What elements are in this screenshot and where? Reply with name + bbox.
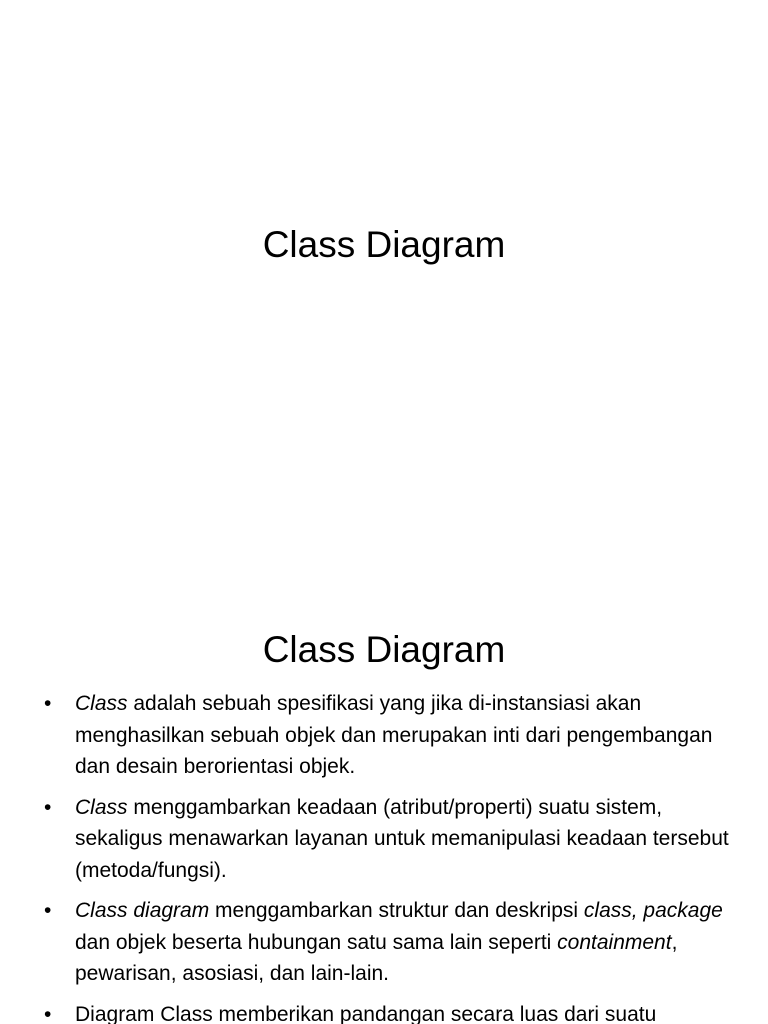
bullet-term: class, package bbox=[583, 899, 723, 922]
bullet-list bbox=[44, 688, 744, 1024]
slide-2 bbox=[0, 576, 768, 1024]
bullet-text: dan objek beserta hubungan satu sama lain seperti bbox=[75, 930, 558, 954]
bullet-text: , pewarisan, asosiasi, dan lain-lain. bbox=[75, 930, 678, 985]
bullet-item bbox=[44, 688, 744, 783]
bullet-dot: • bbox=[44, 795, 52, 819]
bullet-text: menggambarkan struktur dan deskripsi bbox=[209, 899, 584, 922]
bullet-dot: • bbox=[44, 692, 52, 715]
bullet-text: adalah sebuah spesifikasi yang jika di-instansiasi akan menghasilkan sebuah objek dan merupakan inti dari pengembangan dan desain berorientasi objek. bbox=[75, 692, 713, 778]
bullet-text: Diagram Class memberikan pandangan secara luas dari suatu bbox=[75, 1002, 657, 1024]
bullet-dot: • bbox=[44, 899, 52, 922]
bullet-term: Class diagram bbox=[75, 899, 210, 922]
bullet-text: menggambarkan keadaan (atribut/properti) suatu sistem, sekaligus menawarkan layanan untuk memanipulasi keadaan tersebut (metoda/fungsi). bbox=[75, 795, 729, 882]
bullet-term: Class bbox=[75, 692, 128, 715]
bullet-term: containment bbox=[557, 930, 672, 954]
bullet-item bbox=[44, 895, 744, 990]
bullet-term: Class bbox=[75, 795, 128, 819]
slide-1-title: Class Diagram bbox=[262, 224, 506, 265]
slide-2-title: Class Diagram bbox=[262, 629, 506, 670]
bullet-dot: • bbox=[44, 1002, 52, 1024]
bullet-item bbox=[44, 792, 744, 887]
bullet-item bbox=[44, 999, 744, 1024]
